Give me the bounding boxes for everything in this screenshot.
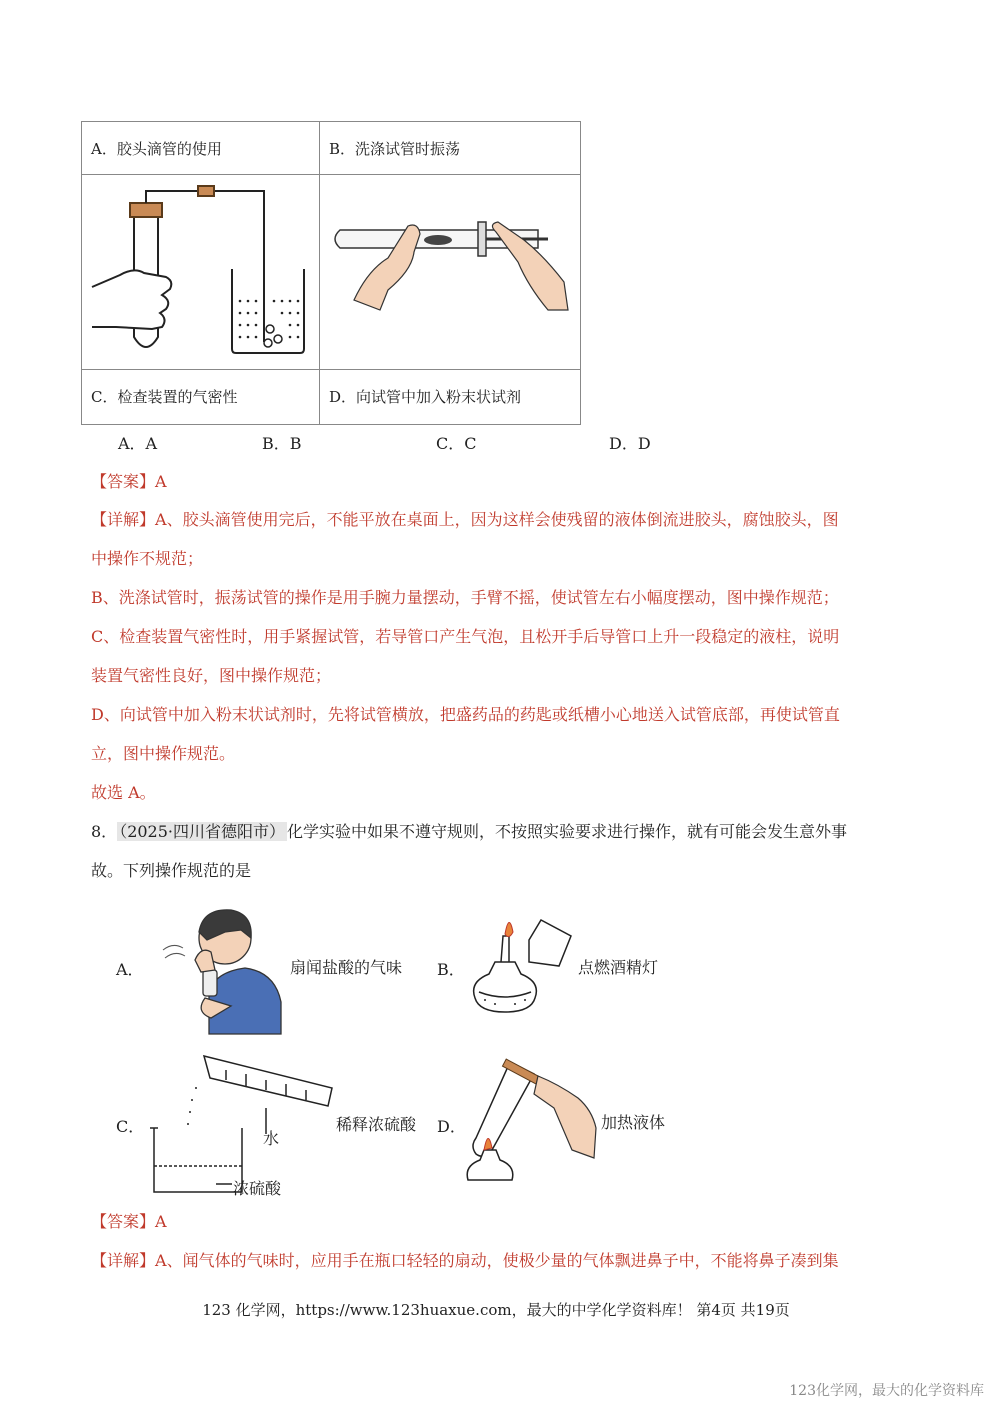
q8-option-b-text: 点燃酒精灯 — [578, 958, 659, 977]
option-b: B．B — [262, 434, 302, 453]
light-alcohol-lamp-illustration — [465, 912, 575, 1022]
detail-text: A、闻气体的气味时，应用手在瓶口轻轻的扇动，使极少量的气体飘进鼻子中，不能将鼻子凑到集 — [155, 1251, 839, 1270]
option-a: A．A — [118, 434, 158, 453]
detail-line: 故选 A。 — [91, 783, 156, 802]
answer-tag: 【答案】 — [91, 472, 156, 491]
cell-label-a: A．胶头滴管的使用 — [91, 140, 222, 158]
cell-label-c: C．检查装置的气密性 — [91, 388, 238, 406]
detail-tag: 【详解】 — [91, 1251, 156, 1270]
q8-option-b-prefix: B． — [437, 960, 465, 979]
detail-line: B、洗涤试管时，振荡试管的操作是用手腕力量摆动，手臂不摇，使试管左右小幅度摆动，图中操作规范； — [91, 588, 839, 607]
detail-tag: 【详解】 — [91, 510, 156, 529]
answer-tag: 【答案】 — [91, 1212, 156, 1231]
q8-option-d-text: 加热液体 — [601, 1113, 666, 1132]
answer-line — [91, 472, 167, 492]
q8-option-a-prefix: A． — [116, 960, 144, 979]
q8-option-c-prefix: C． — [116, 1117, 145, 1136]
page-footer: 123 化学网，https://www.123huaxue.com，最大的中学化学资料库！ 第4页 共19页 — [202, 1301, 790, 1319]
detail-line: C、检查装置气密性时，用手紧握试管，若导管口产生气泡，且松开手后导管口上升一段稳定的液柱，说明 — [91, 627, 840, 646]
airtightness-check-illustration — [90, 177, 320, 367]
question-number: 8． — [91, 822, 118, 841]
q8-option-c-water: 水 — [263, 1129, 280, 1148]
table-divider — [82, 174, 580, 175]
dilute-sulfuric-acid-illustration — [146, 1052, 346, 1197]
option-c: C．C — [436, 434, 477, 453]
table-divider — [82, 369, 580, 370]
q8-option-c-text: 稀释浓硫酸 — [336, 1115, 417, 1134]
q8-option-c-acid: 浓硫酸 — [233, 1179, 282, 1198]
question-source: （2025·四川省德阳市） — [119, 822, 285, 841]
cell-label-d: D．向试管中加入粉末状试剂 — [329, 388, 522, 406]
detail-text: A、胶头滴管使用完后，不能平放在桌面上，因为这样会使残留的液体倒流进胶头，腐蚀胶头，图 — [155, 510, 839, 529]
q8-answer-line — [91, 1212, 167, 1232]
question-stem-line2: 故。下列操作规范的是 — [91, 861, 252, 880]
answer-value: A — [155, 472, 167, 491]
detail-line: 立，图中操作规范。 — [91, 744, 236, 763]
option-d: D．D — [609, 434, 651, 453]
cell-label-b: B．洗涤试管时振荡 — [329, 140, 461, 158]
question-stem — [91, 822, 847, 842]
q8-option-d-prefix: D． — [437, 1117, 466, 1136]
detail-line — [91, 510, 839, 530]
stem-text: 化学实验中如果不遵守规则，不按照实验要求进行操作，就有可能会发生意外事 — [287, 822, 848, 841]
watermark: 123化学网，最大的化学资料库 — [789, 1383, 984, 1399]
q8-option-a-text: 扇闻盐酸的气味 — [290, 958, 403, 977]
q8-detail-line — [91, 1251, 839, 1271]
answer-value: A — [155, 1212, 167, 1231]
add-powder-illustration — [328, 200, 573, 320]
detail-line: 装置气密性良好，图中操作规范； — [91, 666, 332, 685]
fan-smell-illustration — [155, 902, 285, 1037]
detail-line: D、向试管中加入粉末状试剂时，先将试管横放，把盛药品的药匙或纸槽小心地送入试管底部，再使试管直 — [91, 705, 840, 724]
detail-line: 中操作不规范； — [91, 549, 204, 568]
heat-liquid-illustration — [462, 1058, 597, 1188]
